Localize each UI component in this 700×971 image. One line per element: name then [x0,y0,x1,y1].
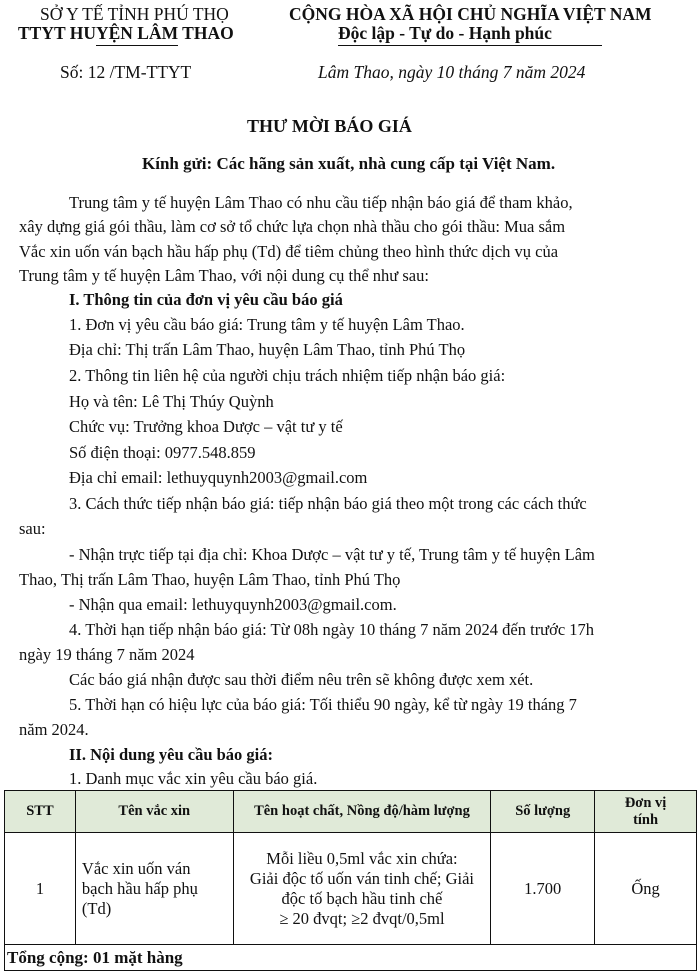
item-1: 1. Đơn vị yêu cầu báo giá: Trung tâm y tế huyện Lâm Thao. [69,315,465,334]
header-unit-line2: tính [633,811,659,828]
national-title: CỘNG HÒA XÃ HỘI CHỦ NGHĨA VIỆT NAM [289,4,652,24]
table-row [5,833,697,945]
total-label: Tổng cộng: 01 mặt hàng [5,945,697,971]
header-unit [595,791,697,833]
ingredient-line4: ≥ 20 đvqt; ≥2 đvqt/0,5ml [279,908,445,928]
section-1-heading: I. Thông tin của đơn vị yêu cầu báo giá [69,290,343,309]
para1-line4: Trung tâm y tế huyện Lâm Thao, với nội dung cụ thể như sau: [19,266,429,285]
vaccine-name-line2: bạch hầu hấp phụ [81,878,198,898]
item-2: 2. Thông tin liên hệ của người chịu trách nhiệm tiếp nhận báo giá: [69,366,506,385]
vaccine-name-line1: Vắc xin uốn ván [81,858,191,878]
para1-line1: Trung tâm y tế huyện Lâm Thao có nhu cầu tiếp nhận báo giá để tham khảo, [69,193,573,212]
table-header-row [5,791,697,833]
issuing-unit: TTYT HUYỆN LÂM THAO [18,23,234,43]
direct-delivery-line1: - Nhận trực tiếp tại địa chỉ: Khoa Dược – vật tư y tế, Trung tâm y tế huyện Lâm [69,545,595,564]
document-number: Số: 12 /TM-TTYT [60,62,192,82]
place-date: Lâm Thao, ngày 10 tháng 7 năm 2024 [318,62,586,82]
ingredient-line1: Mỗi liều 0,5ml vắc xin chứa: [266,848,458,868]
national-motto-underline [338,45,602,46]
header-vaccine-name: Tên vắc xin [75,791,233,833]
issuing-authority: SỞ Y TẾ TỈNH PHÚ THỌ [40,4,229,24]
item-5-line2: năm 2024. [19,720,89,739]
recipient: Kính gửi: Các hãng sản xuất, nhà cung cấp tại Việt Nam. [142,154,556,173]
email-delivery: - Nhận qua email: lethuyquynh2003@gmail.com. [69,595,397,614]
header-unit-line1: Đơn vị [624,794,667,811]
para1-line3: Vắc xin uốn ván bạch hầu hấp phụ (Td) để tiêm chủng theo hình thức dịch vụ của [19,242,559,261]
page-title: THƯ MỜI BÁO GIÁ [247,116,412,136]
item-4-line1: 4. Thời hạn tiếp nhận báo giá: Từ 08h ngày 10 tháng 7 năm 2024 đến trước 17h [69,620,595,639]
contact-phone: Số điện thoại: 0977.548.859 [69,443,256,462]
cell-vaccine-name [75,833,233,945]
vaccine-name-line3: (Td) [81,898,112,918]
late-note: Các báo giá nhận được sau thời điểm nêu trên sẽ không được xem xét. [69,670,534,689]
address: Địa chỉ: Thị trấn Lâm Thao, huyện Lâm Thao, tỉnh Phú Thọ [69,340,466,359]
ingredient-line3: độc tố bạch hầu tinh chế [281,888,443,908]
issuing-unit-underline [96,45,178,46]
contact-email: Địa chỉ email: lethuyquynh2003@gmail.com [69,468,368,487]
header-quantity: Số lượng [491,791,595,833]
list-intro: 1. Danh mục vắc xin yêu cầu báo giá. [69,769,318,788]
item-3-line1: 3. Cách thức tiếp nhận báo giá: tiếp nhận báo giá theo một trong các cách thức [69,494,587,513]
cell-unit: Ống [595,833,697,945]
contact-name: Họ và tên: Lê Thị Thúy Quỳnh [69,392,274,411]
item-3-line2: sau: [19,519,46,538]
header-ingredient: Tên hoạt chất, Nồng độ/hàm lượng [233,791,491,833]
item-5-line1: 5. Thời hạn có hiệu lực của báo giá: Tối thiểu 90 ngày, kể từ ngày 19 tháng 7 [69,695,577,714]
section-2-heading: II. Nội dung yêu cầu báo giá: [69,745,274,764]
vaccine-table [4,790,697,971]
header-stt: STT [5,791,76,833]
cell-ingredient [233,833,491,945]
ingredient-line2: Giải độc tố uốn ván tinh chế; Giải [249,868,474,888]
national-motto: Độc lập - Tự do - Hạnh phúc [338,23,552,43]
contact-position: Chức vụ: Trưởng khoa Dược – vật tư y tế [69,417,343,436]
cell-quantity: 1.700 [491,833,595,945]
table-total-row [5,945,697,971]
cell-stt: 1 [5,833,76,945]
para1-line2: xây dựng giá gói thầu, làm cơ sở tổ chức lựa chọn nhà thầu cho gói thầu: Mua sắm [19,217,566,236]
item-4-line2: ngày 19 tháng 7 năm 2024 [19,645,195,664]
direct-delivery-line2: Thao, Thị trấn Lâm Thao, huyện Lâm Thao, tỉnh Phú Thọ [19,570,401,589]
